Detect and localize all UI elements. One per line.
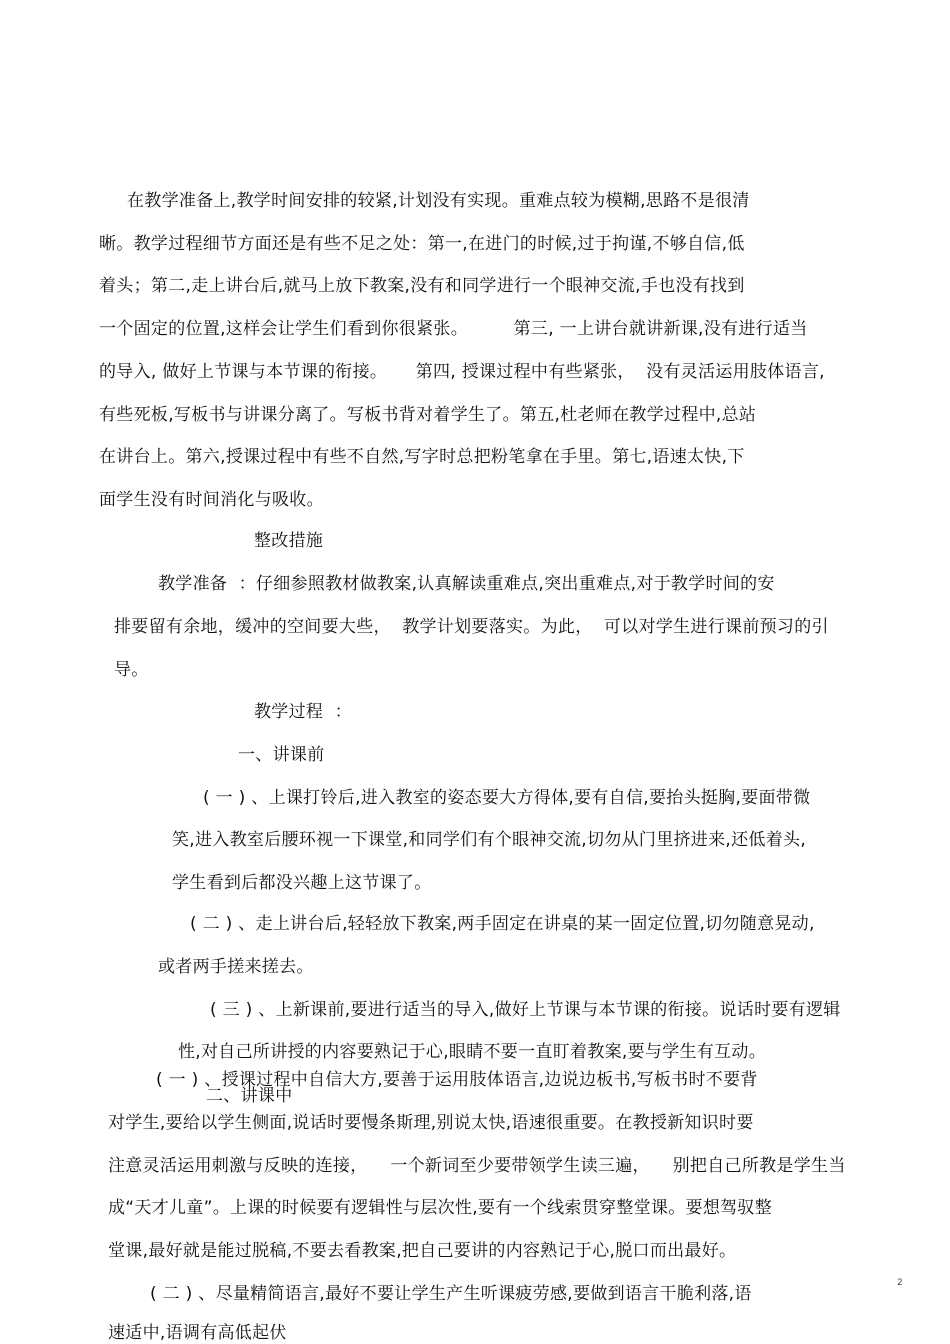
text-line: 对学生,要给以学生侧面,说话时要慢条斯理,别说太快,语速很重要。在教授新知识时要: [108, 1113, 754, 1133]
section-heading: 整改措施: [254, 531, 324, 551]
text-line: 有些死板,写板书与讲课分离了。写板书背对着学生了。第五,杜老师在教学过程中,总站: [99, 405, 757, 425]
text-line: ( 二 ) 、尽量精简语言,最好不要让学生产生听课疲劳感,要做到语言干脆利落,语: [150, 1284, 752, 1304]
text-line: 排要留有余地，缓冲的空间要大些， 教学计划要落实。为此， 可以对学生进行课前预习的引: [114, 617, 829, 637]
text-line: 学生看到后都没兴趣上这节课了。: [172, 873, 432, 893]
page-number: 2: [897, 1278, 903, 1288]
text-line: 的导入, 做好上节课与本节课的衔接。 第四, 授课过程中有些紧张， 没有灵活运用肢体语言,: [99, 362, 825, 382]
text-line: 着头；第二,走上讲台后,就马上放下教案,没有和同学进行一个眼神交流,手也没有找到: [99, 276, 745, 296]
text-line: 堂课,最好就是能过脱稿,不要去看教案,把自己要讲的内容熟记于心,脱口而出最好。: [108, 1241, 737, 1261]
text-line: 教学准备 ：仔细参照教材做教案,认真解读重难点,突出重难点,对于教学时间的安: [158, 574, 775, 594]
text-line: 笑,进入教室后腰环视一下课堂,和同学们有个眼神交流,切勿从门里挤进来,还低着头,: [172, 830, 807, 850]
text-line: 注意灵活运用刺激与反映的连接， 一个新词至少要带领学生读三遍， 别把自己所教是学生当: [108, 1156, 846, 1176]
text-line: 面学生没有时间消化与吸收。: [99, 490, 324, 510]
text-line: ( 一 ) 、授课过程中自信大方,要善于运用肢体语言,边说边板书,写板书时不要背: [156, 1070, 758, 1090]
subsection-heading: 一、讲课前: [238, 745, 325, 765]
text-line: 在讲台上。第六,授课过程中有些不自然,写字时总把粉笔拿在手里。第七,语速太快,下: [99, 447, 745, 467]
text-line: ( 一 ) 、上课打铃后,进入教室的姿态要大方得体,要有自信,要抬头挺胸,要面带微: [203, 788, 811, 808]
subsection-heading: 二、讲课中: [206, 1086, 293, 1106]
text-line: 速适中,语调有高低起伏: [108, 1323, 287, 1343]
text-line: 成“天才儿童”。上课的时候要有逻辑性与层次性,要有一个线索贯穿整堂课。要想驾驭整: [108, 1198, 773, 1218]
text-line: ( 三 ) 、上新课前,要进行适当的导入,做好上节课与本节课的衔接。说话时要有逻辑: [210, 1000, 841, 1020]
text-line: 在教学准备上,教学时间安排的较紧,计划没有实现。重难点较为模糊,思路不是很清: [127, 191, 750, 211]
subsection-heading: 教学过程 ：: [254, 702, 352, 722]
text-line: 或者两手搓来搓去。: [158, 957, 314, 977]
text-line: 导。: [114, 660, 149, 680]
text-line: 一个固定的位置,这样会让学生们看到你很紧张。 第三, 一上讲台就讲新课,没有进行适当: [99, 319, 808, 339]
text-line: 晰。教学过程细节方面还是有些不足之处：第一,在进门的时候,过于拘谨,不够自信,低: [99, 234, 745, 254]
text-line: ( 二 ) 、走上讲台后,轻轻放下教案,两手固定在讲桌的某一固定位置,切勿随意晃动,: [190, 914, 815, 934]
text-line: 性,对自己所讲授的内容要熟记于心,眼睛不要一直盯着教案,要与学生有互动。: [178, 1042, 767, 1062]
